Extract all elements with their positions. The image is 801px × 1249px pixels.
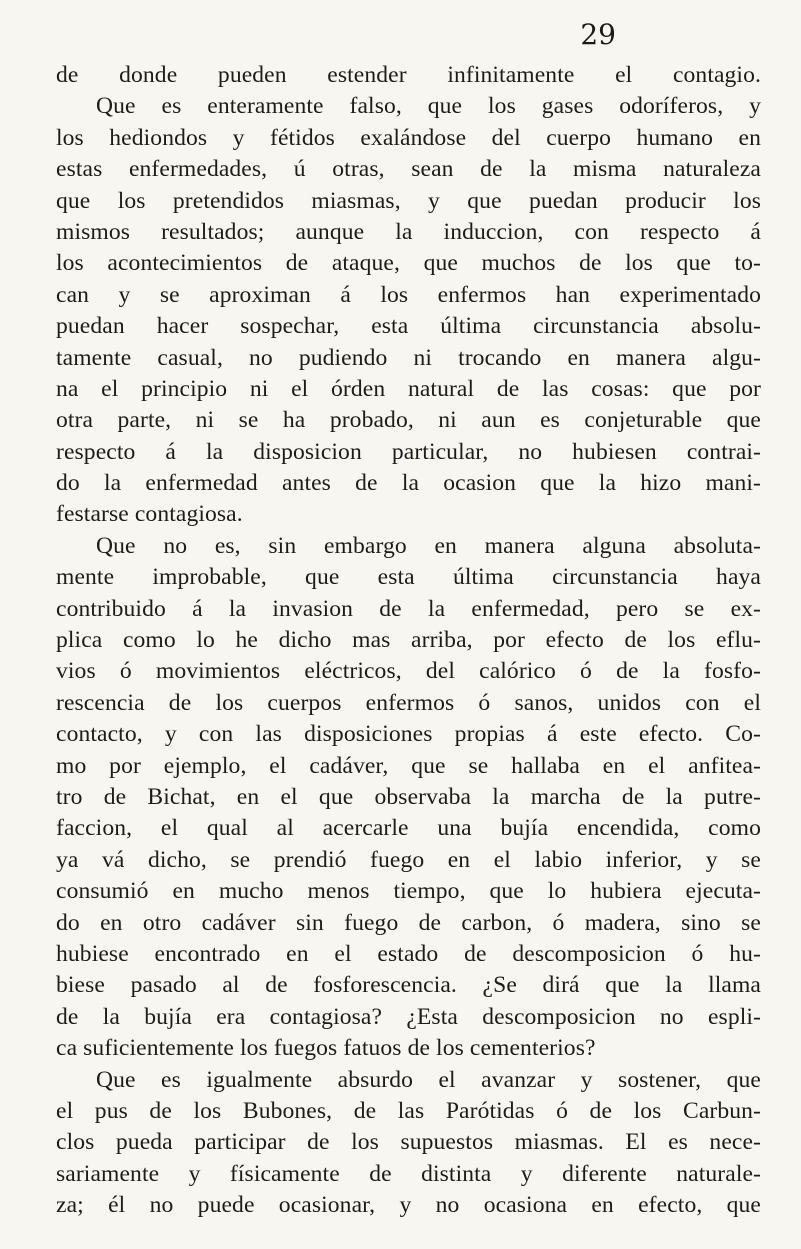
text-line: Que es enteramente falso, que los gases odoríferos, y xyxy=(96,93,761,120)
text-line: mismos resultados; aunque la induccion, con respecto á xyxy=(56,218,761,245)
text-line: festarse contagiosa. xyxy=(56,501,243,528)
text-line: respecto á la disposicion particular, no hubiesen contrai- xyxy=(56,438,761,465)
text-line: tamente casual, no pudiendo ni trocando en manera algu- xyxy=(56,344,761,371)
page-number: 29 xyxy=(580,18,616,51)
text-line: otra parte, ni se ha probado, ni aun es conjeturable que xyxy=(56,407,761,434)
body-text xyxy=(56,60,761,1221)
text-line: Que no es, sin embargo en manera alguna absoluta- xyxy=(96,532,761,559)
text-line: tro de Bichat, en el que observaba la marcha de la putre- xyxy=(56,783,761,810)
text-line: vios ó movimientos eléctricos, del calórico ó de la fosfo- xyxy=(56,658,761,685)
text-line: hubiese encontrado en el estado de descomposicion ó hu- xyxy=(56,940,761,967)
text-line: puedan hacer sospechar, esta última circunstancia absolu- xyxy=(56,313,761,340)
text-line: mo por ejemplo, el cadáver, que se hallaba en el anfitea- xyxy=(56,752,761,779)
text-line: do en otro cadáver sin fuego de carbon, ó madera, sino se xyxy=(56,909,761,936)
text-line: de la bujía era contagiosa? ¿Esta descomposicion no espli- xyxy=(56,1003,761,1030)
text-line: el pus de los Bubones, de las Parótidas ó de los Carbun- xyxy=(56,1097,761,1124)
text-line: biese pasado al de fosforescencia. ¿Se dirá que la llama xyxy=(56,972,761,999)
text-line: ya vá dicho, se prendió fuego en el labio inferior, y se xyxy=(56,846,761,873)
text-line: que los pretendidos miasmas, y que puedan producir los xyxy=(56,187,761,214)
text-line: mente improbable, que esta última circunstancia haya xyxy=(56,564,761,591)
text-line: consumió en mucho menos tiempo, que lo hubiera ejecuta- xyxy=(56,878,761,905)
text-line: clos pueda participar de los supuestos miasmas. El es nece- xyxy=(56,1129,761,1156)
text-line: Que es igualmente absurdo el avanzar y sostener, que xyxy=(96,1066,761,1093)
text-line: za; él no puede ocasionar, y no ocasiona en efecto, que xyxy=(56,1192,761,1219)
text-line: estas enfermedades, ú otras, sean de la misma naturaleza xyxy=(56,156,761,183)
text-line: los acontecimientos de ataque, que muchos de los que to- xyxy=(56,250,761,277)
text-line: plica como lo he dicho mas arriba, por efecto de los eflu- xyxy=(56,627,761,654)
text-line: contacto, y con las disposiciones propias á este efecto. Co- xyxy=(56,721,761,748)
text-line: do la enfermedad antes de la ocasion que la hizo mani- xyxy=(56,470,761,497)
text-line: de donde pueden estender infinitamente el contagio. xyxy=(56,62,761,88)
text-line: los hediondos y fétidos exalándose del cuerpo humano en xyxy=(56,124,761,151)
text-line: sariamente y físicamente de distinta y diferente naturale- xyxy=(56,1160,761,1187)
text-line: rescencia de los cuerpos enfermos ó sanos, unidos con el xyxy=(56,689,761,716)
text-line: can y se aproximan á los enfermos han experimentado xyxy=(56,281,761,308)
text-line: contribuido á la invasion de la enfermedad, pero se ex- xyxy=(56,595,761,622)
text-line: ca suficientemente los fuegos fatuos de los cementerios? xyxy=(56,1035,596,1062)
text-line: na el principio ni el órden natural de las cosas: que por xyxy=(56,375,761,402)
text-line: faccion, el qual al acercarle una bujía encendida, como xyxy=(56,815,761,842)
